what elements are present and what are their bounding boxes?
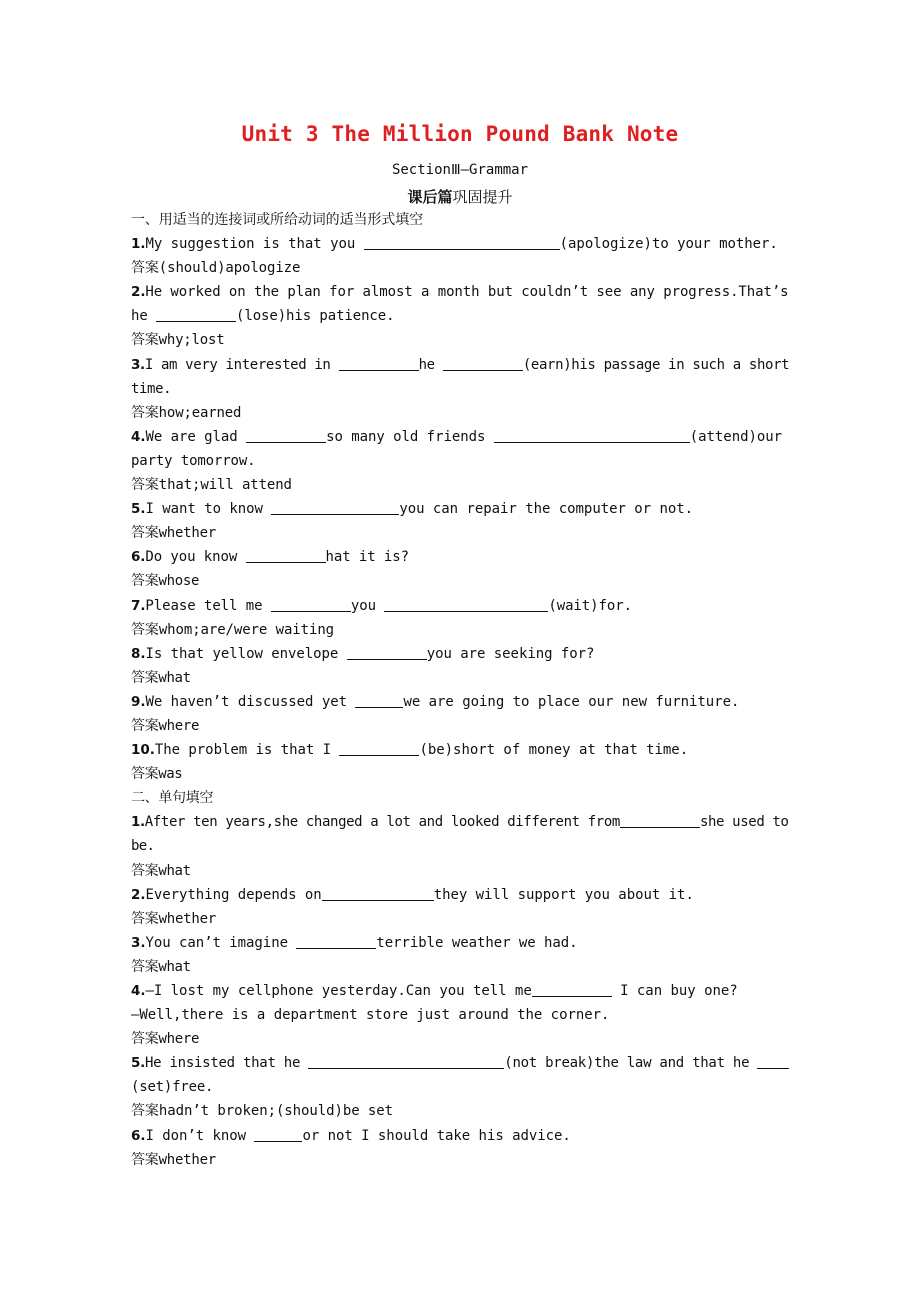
question-number: 7.: [131, 597, 146, 614]
answer-label: 答案: [131, 1031, 159, 1048]
question-line: [131, 1051, 791, 1075]
question-text: he: [418, 356, 443, 373]
question-text: you: [350, 597, 385, 614]
answer-label: 答案: [131, 1103, 159, 1120]
answer-line: [131, 714, 791, 738]
question-line: [131, 377, 791, 401]
answer-line: [131, 1099, 791, 1123]
part1-heading: 一、用适当的连接词或所给动词的适当形式填空: [131, 212, 424, 228]
question-text: (attend)our: [689, 428, 782, 445]
question-text: (apologize)to your mother.: [559, 236, 778, 253]
answer-line: [131, 762, 791, 786]
answer-blank[interactable]: [347, 645, 427, 660]
question-line: [131, 834, 791, 858]
question-text: I can buy one?: [611, 983, 738, 999]
answer-text: why;lost: [158, 332, 225, 349]
question-text: He worked on the plan for almost a month but couldn’t see any progress.That’s: [145, 284, 789, 301]
answer-blank[interactable]: [364, 235, 560, 250]
answer-label: 答案: [131, 260, 159, 277]
answer-blank[interactable]: [443, 356, 523, 371]
answer-line: [131, 1027, 791, 1051]
question-line: [131, 545, 791, 569]
question-text: You can’t imagine: [145, 934, 297, 951]
subheading: [0, 186, 920, 207]
question-text: Is that yellow envelope: [145, 645, 347, 662]
question-text: you can repair the computer or not.: [399, 501, 694, 518]
question-text: He insisted that he: [145, 1055, 309, 1072]
answer-text: where: [158, 717, 200, 734]
question-line: [131, 1003, 791, 1027]
question-line: [131, 883, 791, 907]
question-number: 2.: [131, 284, 146, 301]
question-number: 4.: [131, 428, 146, 445]
question-text: she used to: [699, 814, 789, 831]
question-line: [131, 1075, 791, 1099]
answer-label: 答案: [131, 573, 159, 590]
question-line: [131, 425, 791, 449]
question-number: 5.: [131, 1055, 145, 1072]
question-line: [131, 642, 791, 666]
question-text: (be)short of money at that time.: [419, 742, 689, 759]
answer-text: (should)apologize: [158, 260, 301, 277]
question-text: you are seeking for?: [426, 645, 595, 662]
answer-line: [131, 256, 791, 280]
question-number: 3.: [131, 934, 146, 951]
answer-text: was: [158, 766, 183, 783]
question-text: I want to know: [145, 501, 272, 518]
question-line: [131, 280, 791, 304]
question-text: he: [131, 308, 157, 325]
question-text: I am very interested in: [144, 356, 339, 373]
answer-blank[interactable]: [532, 982, 612, 997]
question-line: [131, 449, 791, 473]
answer-line: [131, 1148, 791, 1172]
answer-blank[interactable]: [308, 1054, 504, 1069]
answer-blank[interactable]: [339, 356, 419, 371]
answer-blank[interactable]: [322, 886, 434, 901]
answer-text: where: [158, 1031, 200, 1048]
answer-text: that;will attend: [158, 477, 292, 494]
part1-list: [131, 232, 791, 786]
answer-line: [131, 569, 791, 593]
answer-text: whether: [158, 525, 217, 542]
answer-blank[interactable]: [494, 428, 690, 443]
question-text: (set)free.: [131, 1079, 214, 1096]
question-number: 10.: [131, 742, 155, 759]
answer-blank[interactable]: [156, 307, 236, 322]
answer-label: 答案: [131, 766, 159, 783]
exercise-body: [131, 208, 791, 1172]
question-text: (earn)his passage in such a short: [522, 356, 790, 373]
answer-line: [131, 401, 791, 425]
question-text: We are glad: [145, 428, 247, 445]
answer-line: [131, 618, 791, 642]
answer-text: what: [158, 862, 191, 879]
question-number: 1.: [131, 814, 145, 831]
answer-label: 答案: [131, 477, 159, 494]
answer-label: 答案: [131, 404, 159, 421]
answer-label: 答案: [131, 910, 159, 927]
question-text: Everything depends on: [145, 886, 322, 903]
question-text: we are going to place our new furniture.: [403, 693, 740, 710]
part2-heading: 二、单句填空: [131, 790, 214, 807]
question-text: My suggestion is that you: [145, 236, 364, 253]
question-text: party tomorrow.: [131, 452, 256, 469]
answer-line: [131, 473, 791, 497]
question-line: [131, 931, 791, 955]
question-line: [131, 353, 791, 377]
answer-label: 答案: [131, 717, 159, 734]
answer-label: 答案: [131, 525, 159, 542]
question-line: [131, 497, 791, 521]
answer-line: [131, 328, 791, 352]
question-text: —Well,there is a department store just around the corner.: [131, 1007, 610, 1024]
question-text: so many old friends: [326, 428, 494, 445]
answer-line: [131, 666, 791, 690]
answer-text: whether: [158, 1151, 217, 1168]
question-line: [131, 232, 791, 256]
answer-text: whose: [158, 573, 200, 590]
question-number: 6.: [131, 1127, 146, 1144]
answer-text: whether: [158, 910, 217, 927]
question-line: [131, 810, 791, 834]
answer-blank[interactable]: [246, 428, 326, 443]
question-line: [131, 738, 791, 762]
answer-blank[interactable]: [246, 548, 326, 563]
subheading-bold: 课后篇: [407, 188, 453, 206]
answer-blank[interactable]: [620, 813, 700, 828]
question-text: We haven’t discussed yet: [145, 693, 356, 710]
question-text: be.: [131, 838, 155, 855]
question-text: (not break)the law and that he: [504, 1055, 758, 1072]
answer-blank[interactable]: [339, 741, 419, 756]
answer-label: 答案: [131, 862, 159, 879]
question-line: [131, 690, 791, 714]
answer-label: 答案: [131, 1151, 159, 1168]
answer-text: hadn’t broken;(should)be set: [158, 1103, 394, 1120]
question-text: they will support you about it.: [433, 886, 694, 903]
question-line: [131, 594, 791, 618]
question-line: [131, 1124, 791, 1148]
answer-blank[interactable]: [296, 934, 376, 949]
answer-text: what: [158, 669, 191, 686]
question-number: 3.: [131, 356, 145, 373]
answer-blank[interactable]: [757, 1054, 789, 1069]
question-text: After ten years,she changed a lot and looked different from: [144, 814, 620, 831]
answer-label: 答案: [131, 621, 159, 638]
answer-blank[interactable]: [271, 597, 351, 612]
answer-line: [131, 859, 791, 883]
question-text: hat it is?: [325, 549, 409, 566]
question-number: 5.: [131, 501, 146, 518]
document-title: Unit 3 The Million Pound Bank Note: [241, 122, 679, 146]
question-text: (wait)for.: [548, 597, 632, 614]
question-text: terrible weather we had.: [376, 934, 578, 951]
question-text: —I lost my cellphone yesterday.Can you tell me: [145, 983, 532, 999]
answer-text: how;earned: [158, 404, 242, 421]
question-text: Do you know: [145, 549, 246, 566]
answer-blank[interactable]: [271, 500, 399, 515]
answer-label: 答案: [131, 958, 159, 975]
answer-blank[interactable]: [254, 1127, 302, 1142]
question-number: 9.: [131, 693, 146, 710]
question-text: Please tell me: [145, 597, 271, 614]
question-number: 4.: [131, 983, 146, 999]
question-text: or not I should take his advice.: [302, 1127, 571, 1144]
question-number: 2.: [131, 886, 146, 903]
question-number: 8.: [131, 645, 146, 662]
question-line: [131, 304, 791, 328]
answer-blank[interactable]: [355, 693, 403, 708]
answer-label: 答案: [131, 332, 159, 349]
question-text: The problem is that I: [154, 742, 340, 759]
question-text: time.: [131, 380, 172, 397]
question-number: 1.: [131, 236, 146, 253]
answer-line: [131, 907, 791, 931]
answer-blank[interactable]: [384, 597, 548, 612]
question-line: [131, 979, 791, 1003]
subheading-rest: 巩固提升: [452, 188, 513, 206]
question-number: 6.: [131, 549, 146, 566]
section-label: SectionⅢ—Grammar: [391, 162, 529, 178]
part2-list: [131, 810, 791, 1171]
question-text: (lose)his patience.: [236, 308, 395, 325]
answer-text: whom;are/were waiting: [158, 621, 335, 638]
answer-line: [131, 521, 791, 545]
answer-line: [131, 955, 791, 979]
answer-label: 答案: [131, 669, 159, 686]
question-text: I don’t know: [145, 1127, 255, 1144]
answer-text: what: [158, 958, 191, 975]
